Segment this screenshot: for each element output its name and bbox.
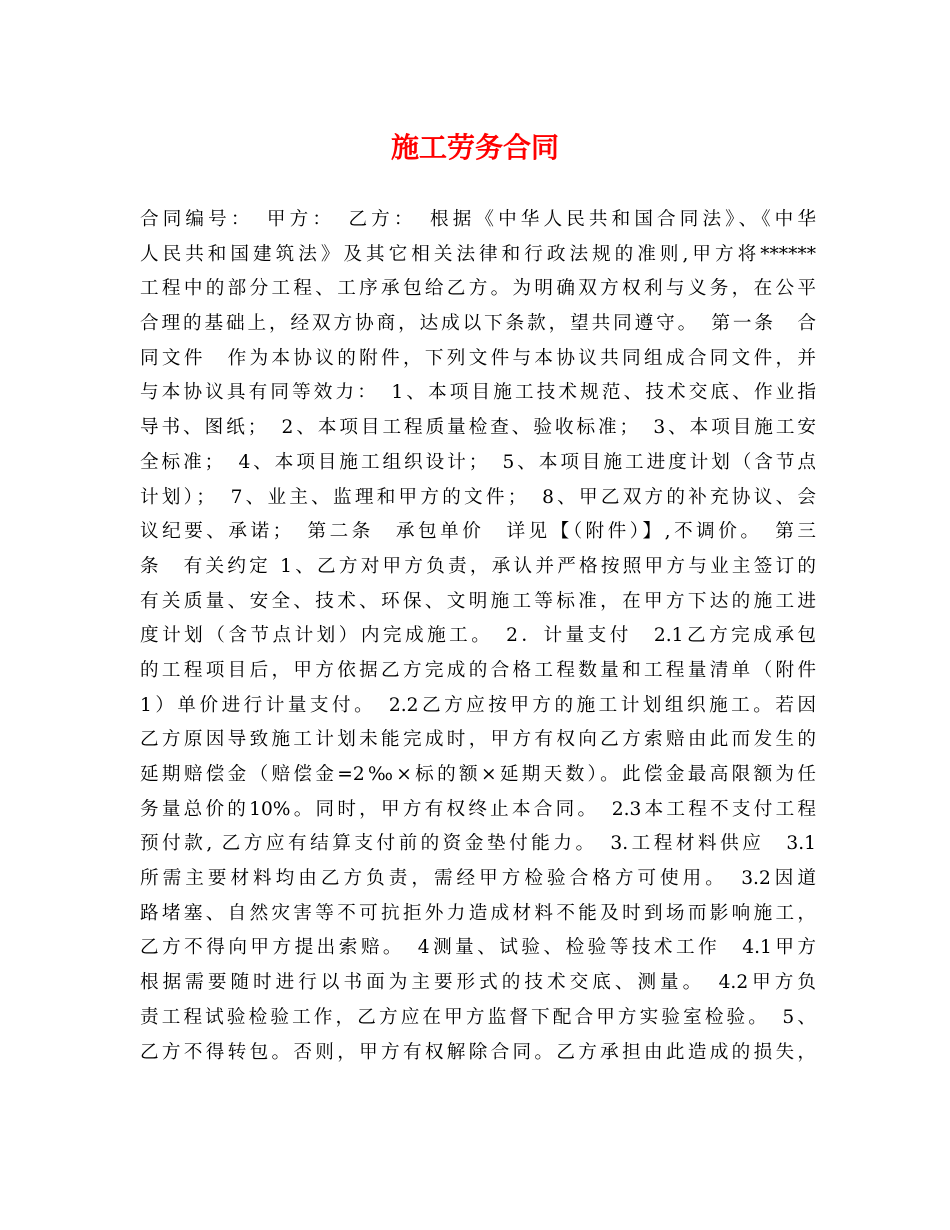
body-line: 条 有关约定 1、乙方对甲方负责，承认并严格按照甲方与业主签订的: [140, 555, 816, 577]
body-line: 务量总价的10%。同时，甲方有权终止本合同。 2.3本工程不支付工程: [140, 798, 816, 820]
body-line: 所需主要材料均由乙方负责，需经甲方检验合格方可使用。 3.2因道: [140, 868, 816, 890]
body-line: 乙方原因导致施工计划未能完成时，甲方有权向乙方索赔由此而发生的: [140, 729, 816, 751]
body-line: 度计划（含节点计划）内完成施工。 2．计量支付 2.1乙方完成承包: [140, 625, 816, 647]
body-line: 延期赔偿金（赔偿金=2‰×标的额×延期天数）。此偿金最高限额为任: [140, 764, 816, 785]
body-line: 计划）； 7、业主、监理和甲方的文件； 8、甲乙双方的补充协议、会: [140, 486, 816, 508]
body-line: 议纪要、承诺； 第二条 承包单价 详见【（附件）】,不调价。 第三: [140, 521, 816, 543]
body-line: 预付款, 乙方应有结算支付前的资金垫付能力。 3.工程材料供应 3.1: [140, 833, 816, 855]
body-line: 的工程项目后，甲方依据乙方完成的合格工程数量和工程量清单（附件: [140, 659, 816, 681]
body-line: 导书、图纸； 2、本项目工程质量检查、验收标准； 3、本项目施工安: [140, 417, 816, 439]
body-line: 责工程试验检验工作，乙方应在甲方监督下配合甲方实验室检验。 5、: [140, 1006, 816, 1028]
body-line: 合同编号： 甲方： 乙方： 根据《中华人民共和国合同法》、《中华: [140, 209, 816, 230]
body-line: 路堵塞、自然灾害等不可抗拒外力造成材料不能及时到场而影响施工，: [140, 902, 816, 924]
body-line: 人民共和国建筑法》及其它相关法律和行政法规的准则,甲方将******: [140, 243, 816, 265]
body-line: 全标准； 4、本项目施工组织设计； 5、本项目施工进度计划（含节点: [140, 451, 816, 473]
body-line: 乙方不得向甲方提出索赔。 4测量、试验、检验等技术工作 4.1甲方: [140, 937, 816, 959]
contract-body: [140, 203, 816, 1070]
body-line: 合理的基础上，经双方协商，达成以下条款，望共同遵守。 第一条 合: [140, 313, 816, 335]
body-line: 同文件 作为本协议的附件，下列文件与本协议共同组成合同文件，并: [140, 347, 816, 369]
body-line: 1）单价进行计量支付。 2.2乙方应按甲方的施工计划组织施工。若因: [140, 694, 816, 716]
body-line: 工程中的部分工程、工序承包给乙方。为明确双方权利与义务，在公平: [140, 278, 816, 300]
body-line: 与本协议具有同等效力： 1、本项目施工技术规范、技术交底、作业指: [140, 382, 816, 404]
body-line: 有关质量、安全、技术、环保、文明施工等标准，在甲方下达的施工进: [140, 590, 816, 612]
document-title: 施工劳务合同: [390, 131, 559, 164]
body-line: 根据需要随时进行以书面为主要形式的技术交底、测量。 4.2甲方负: [140, 972, 816, 994]
body-line: 乙方不得转包。否则，甲方有权解除合同。乙方承担由此造成的损失，: [140, 1041, 816, 1063]
